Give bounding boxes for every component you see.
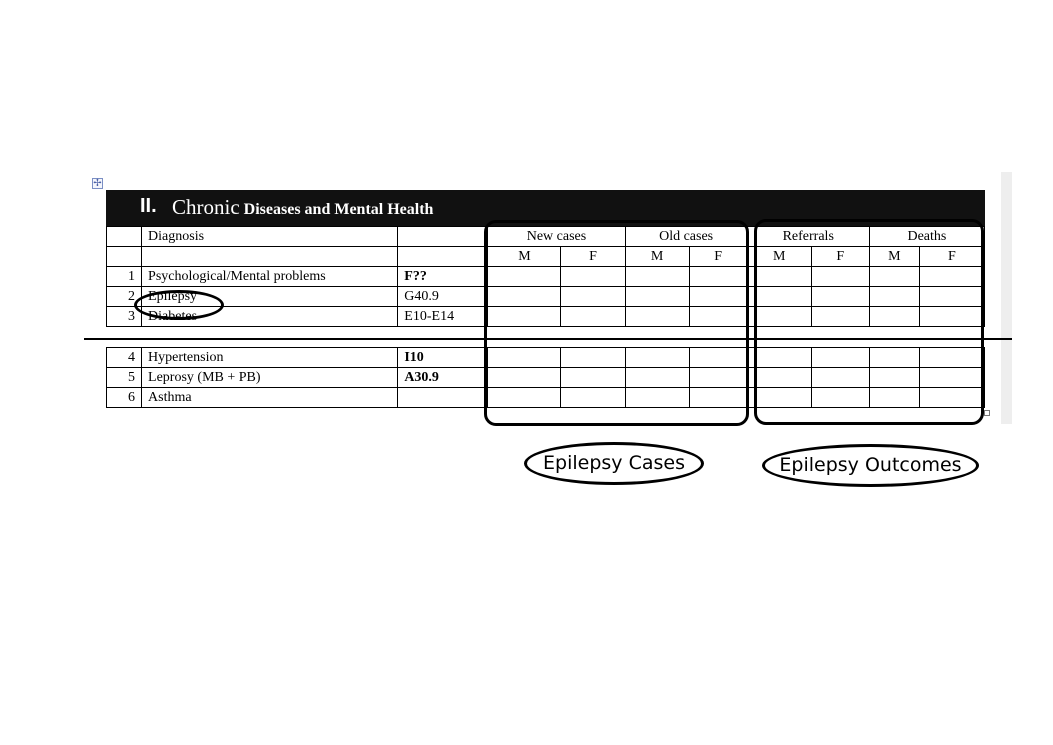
new-cases-header: New cases <box>488 227 625 247</box>
row-number: 6 <box>107 388 142 408</box>
section-number: II. <box>140 195 157 217</box>
diagnosis-cell: Leprosy (MB + PB) <box>142 368 398 388</box>
row-number: 4 <box>107 348 142 368</box>
referrals-female-header: F <box>811 247 869 267</box>
icd-code-cell: A30.9 <box>398 368 488 388</box>
old-cases-female-header: F <box>689 247 747 267</box>
table-move-handle-icon[interactable]: ✢ <box>93 178 102 189</box>
referrals-male-header: M <box>747 247 811 267</box>
code-header-cell <box>398 227 488 247</box>
new-cases-male-header: M <box>488 247 561 267</box>
empty-cell <box>142 247 398 267</box>
new-cases-female-header: F <box>561 247 625 267</box>
icd-code-cell <box>398 388 488 408</box>
epilepsy-cases-box <box>484 220 749 426</box>
referrals-header: Referrals <box>747 227 869 247</box>
section-title-main: Chronic <box>172 195 240 219</box>
diagnosis-cell: Diabetes <box>142 307 398 327</box>
epilepsy-outcomes-box <box>754 219 984 425</box>
icd-code-cell: I10 <box>398 348 488 368</box>
section-title-sub: Diseases and Mental Health <box>243 201 434 218</box>
epilepsy-cases-callout: Epilepsy Cases <box>524 442 704 485</box>
epilepsy-highlight-ring <box>134 290 224 320</box>
diagnosis-cell: Asthma <box>142 388 398 408</box>
no-header-cell <box>107 227 142 247</box>
diagnosis-header: Diagnosis <box>142 227 398 247</box>
page-scroll-strip <box>1001 172 1012 424</box>
deaths-header: Deaths <box>869 227 984 247</box>
epilepsy-outcomes-callout: Epilepsy Outcomes <box>762 444 979 487</box>
table-resize-handle[interactable] <box>984 410 990 416</box>
icd-code-cell: E10-E14 <box>398 307 488 327</box>
diagnosis-cell: Psychological/Mental problems <box>142 267 398 287</box>
diagnosis-cell: Hypertension <box>142 348 398 368</box>
row-number: 1 <box>107 267 142 287</box>
icd-code-cell: F?? <box>398 267 488 287</box>
row-number: 3 <box>107 307 142 327</box>
row-number: 5 <box>107 368 142 388</box>
old-cases-header: Old cases <box>625 227 747 247</box>
icd-code-cell: G40.9 <box>398 287 488 307</box>
deaths-female-header: F <box>919 247 984 267</box>
diagnosis-cell: Epilepsy <box>142 287 398 307</box>
deaths-male-header: M <box>869 247 919 267</box>
row-number: 2 <box>107 287 142 307</box>
old-cases-male-header: M <box>625 247 689 267</box>
empty-cell <box>398 247 488 267</box>
section-title <box>172 195 433 220</box>
empty-cell <box>107 247 142 267</box>
